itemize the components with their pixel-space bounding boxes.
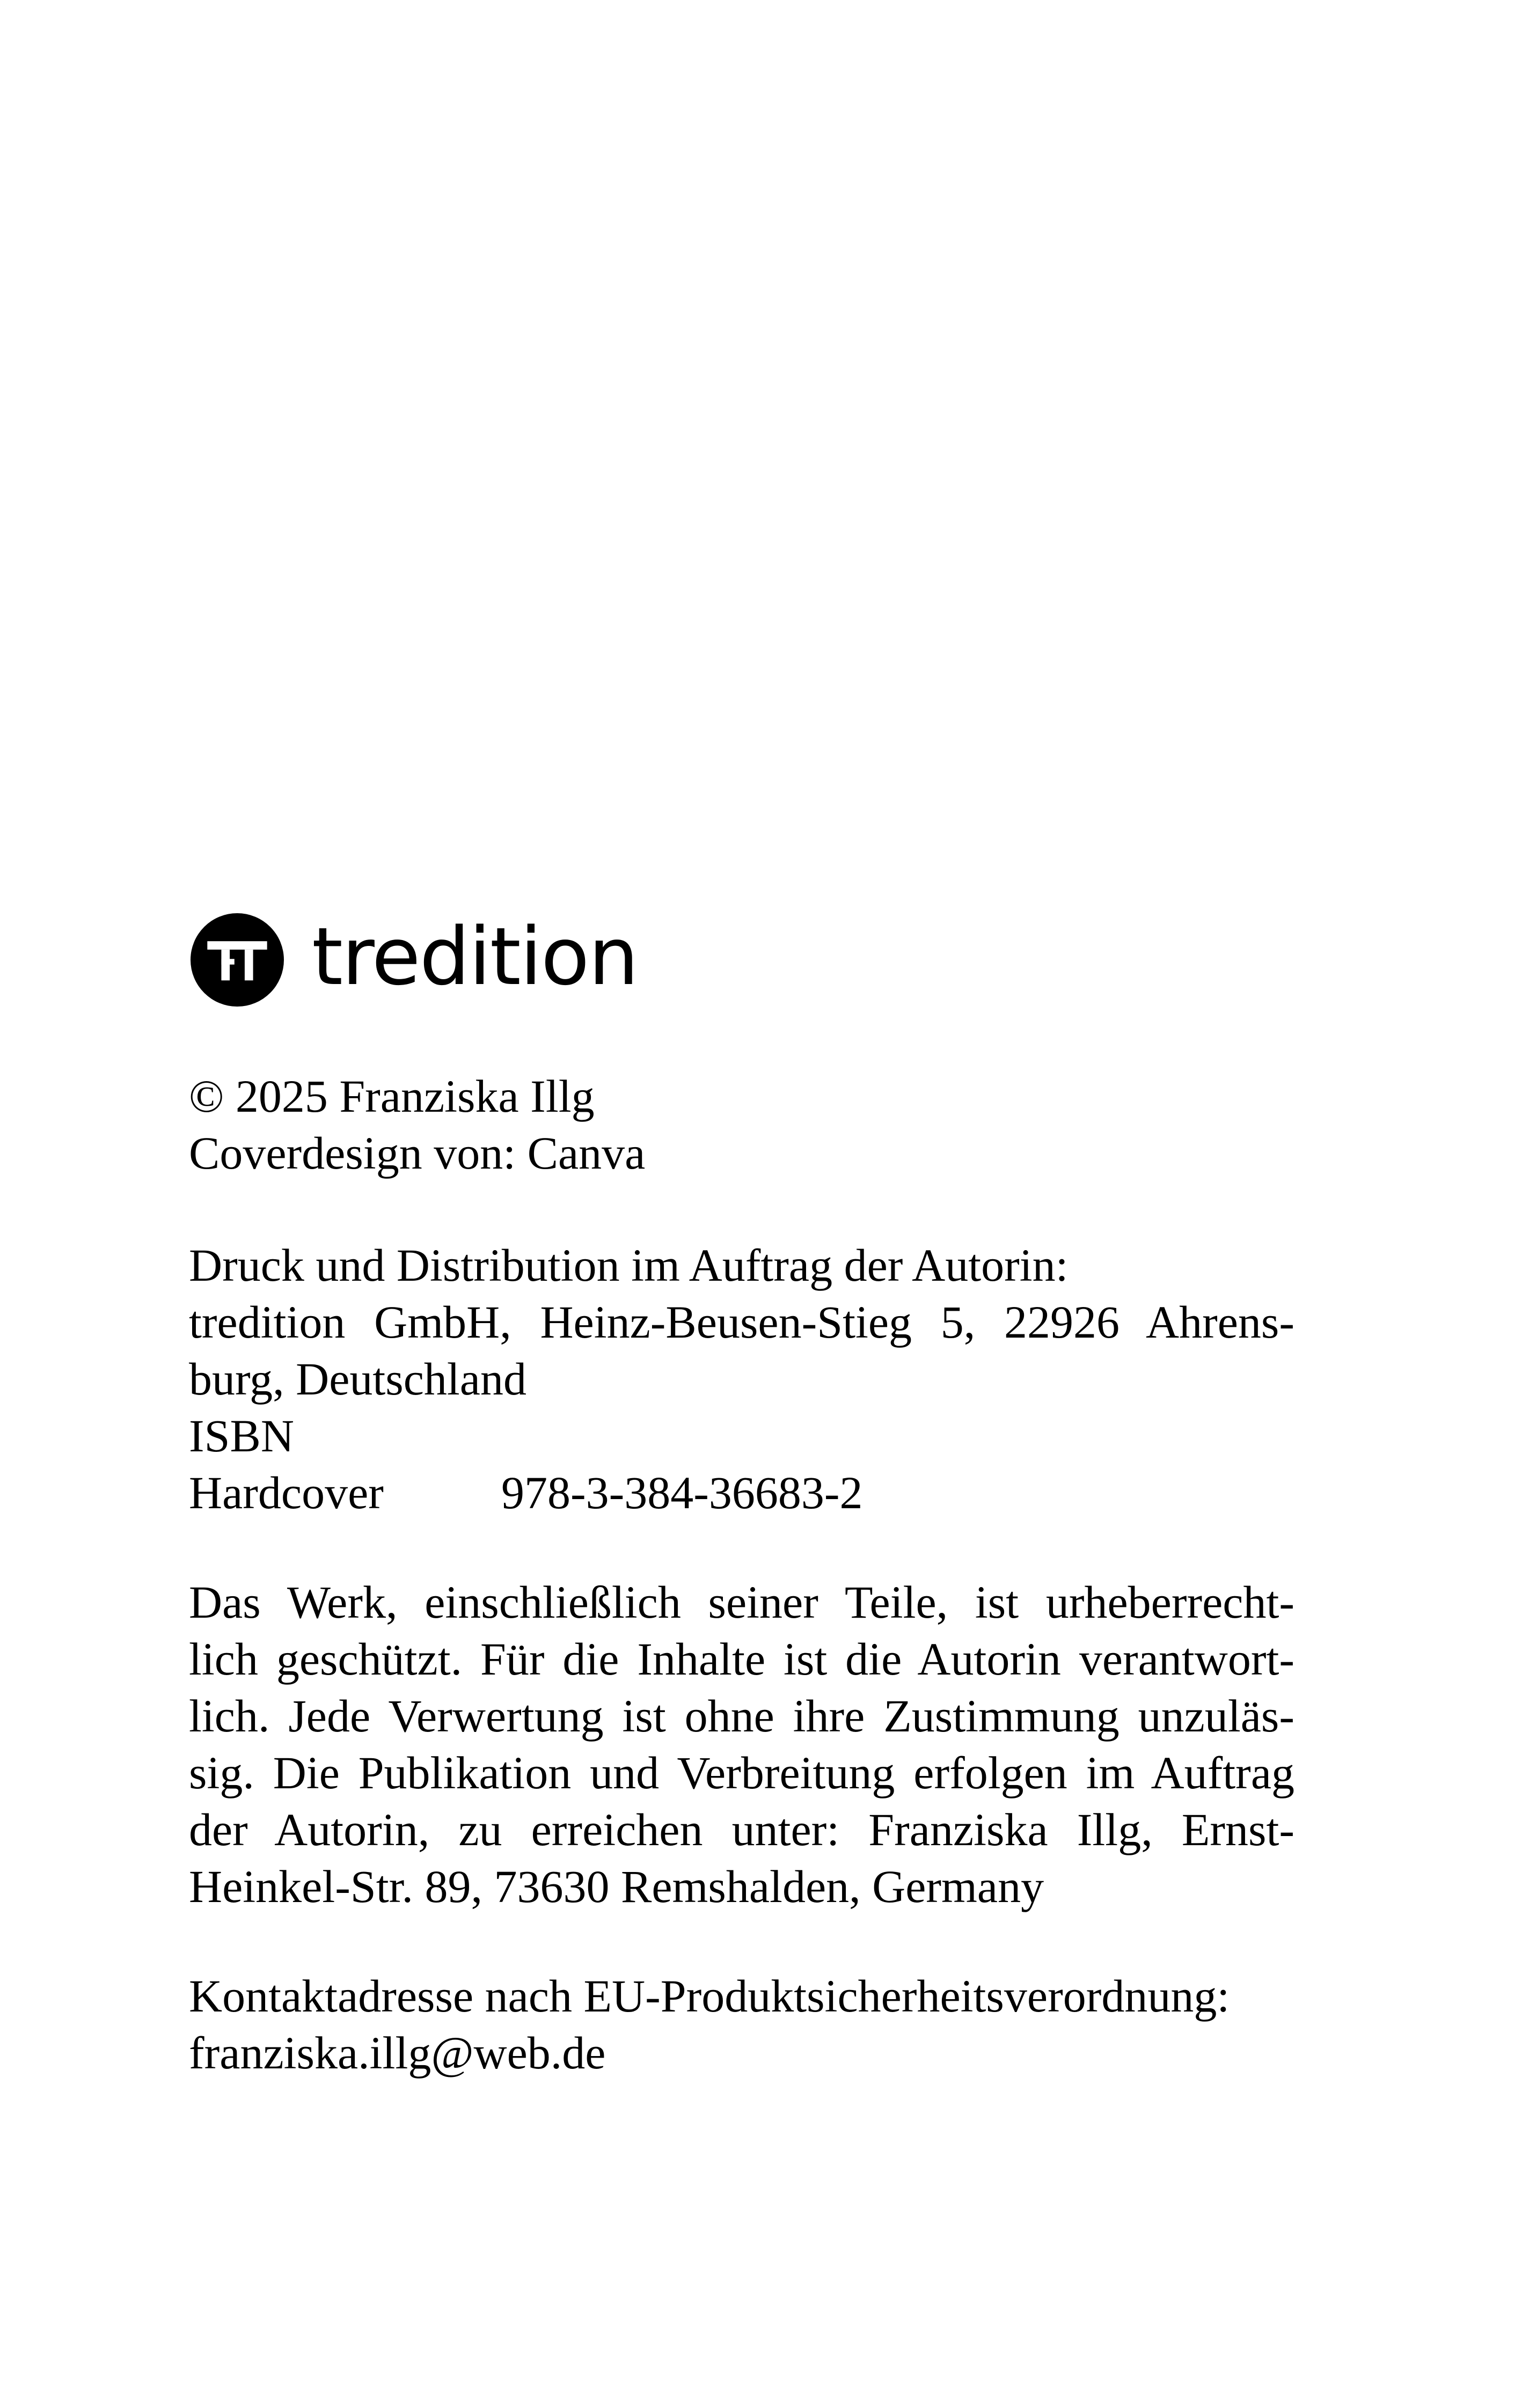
legal-line: lich geschützt. Für die Inhalte ist die Autorin verantwort- xyxy=(189,1633,1294,1685)
publisher-logo xyxy=(191,912,638,1008)
legal-notice-block xyxy=(189,1574,1294,1915)
copyright-line: © 2025 Franziska Illg xyxy=(189,1070,595,1122)
isbn-number: 978-3-384-36683-2 xyxy=(501,1467,863,1518)
legal-line: Heinkel-Str. 89, 73630 Remshalden, Germany xyxy=(189,1861,1044,1912)
isbn-row xyxy=(189,1464,1294,1521)
isbn-format: Hardcover xyxy=(189,1467,384,1518)
contact-heading: Kontaktadresse nach EU-Produktsicherheitsverordnung: xyxy=(189,1970,1230,2022)
print-address-line-2: burg, Deutschland xyxy=(189,1353,526,1405)
copyright-block xyxy=(189,1068,1294,1181)
publisher-wordmark: tredition xyxy=(312,911,638,1003)
print-address-line-1: tredition GmbH, Heinz-Beusen-Stieg 5, 22926 Ahrens- xyxy=(189,1296,1294,1348)
isbn-label: ISBN xyxy=(189,1410,294,1462)
cover-design-credit: Coverdesign von: Canva xyxy=(189,1127,646,1179)
tredition-logo-icon xyxy=(191,913,284,1007)
contact-block xyxy=(189,1967,1294,2081)
legal-line: Das Werk, einschließlich seiner Teile, ist urheberrecht- xyxy=(189,1576,1294,1628)
legal-line: sig. Die Publikation und Verbreitung erfolgen im Auftrag xyxy=(189,1747,1294,1798)
print-heading: Druck und Distribution im Auftrag der Autorin: xyxy=(189,1239,1069,1291)
contact-email: franziska.illg@web.de xyxy=(189,2027,606,2079)
legal-line: der Autorin, zu erreichen unter: Franziska Illg, Ernst- xyxy=(189,1804,1294,1855)
print-distribution-block xyxy=(189,1237,1294,1521)
legal-line: lich. Jede Verwertung ist ohne ihre Zustimmung unzuläs- xyxy=(189,1690,1294,1742)
